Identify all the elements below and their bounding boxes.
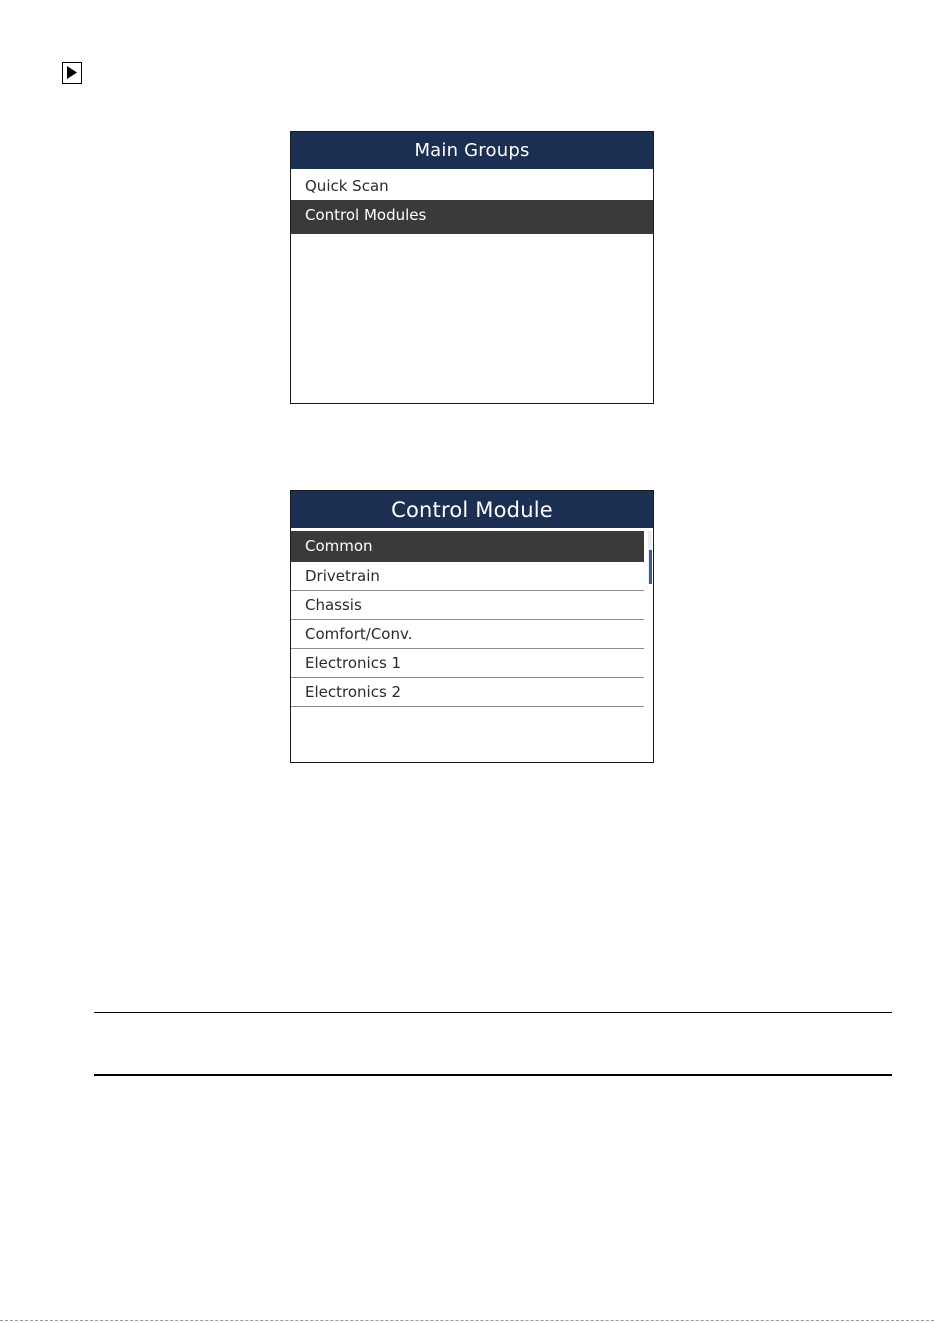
main-groups-screen: [290, 131, 654, 404]
menu-item-quick-scan[interactable]: Quick Scan: [305, 177, 389, 195]
menu-item-drivetrain[interactable]: Drivetrain: [291, 562, 644, 591]
control-module-title: Control Module: [291, 491, 653, 528]
menu-item-chassis[interactable]: Chassis: [291, 591, 644, 620]
divider-top: [94, 1012, 892, 1013]
menu-item-electronics-2[interactable]: Electronics 2: [291, 678, 644, 707]
scrollbar-thumb[interactable]: [649, 550, 652, 584]
main-groups-title: Main Groups: [291, 132, 653, 169]
control-module-screen: [290, 490, 654, 763]
play-triangle-icon: [62, 62, 82, 84]
menu-item-common[interactable]: Common: [291, 531, 644, 562]
divider-bottom: [94, 1074, 892, 1076]
menu-item-control-modules[interactable]: Control Modules: [291, 200, 653, 234]
menu-item-electronics-1[interactable]: Electronics 1: [291, 649, 644, 678]
control-module-list: [291, 531, 644, 707]
page-footer-divider: [0, 1320, 934, 1321]
menu-item-comfort-conv[interactable]: Comfort/Conv.: [291, 620, 644, 649]
main-groups-menu: [291, 169, 653, 234]
control-module-menu: [291, 531, 653, 707]
